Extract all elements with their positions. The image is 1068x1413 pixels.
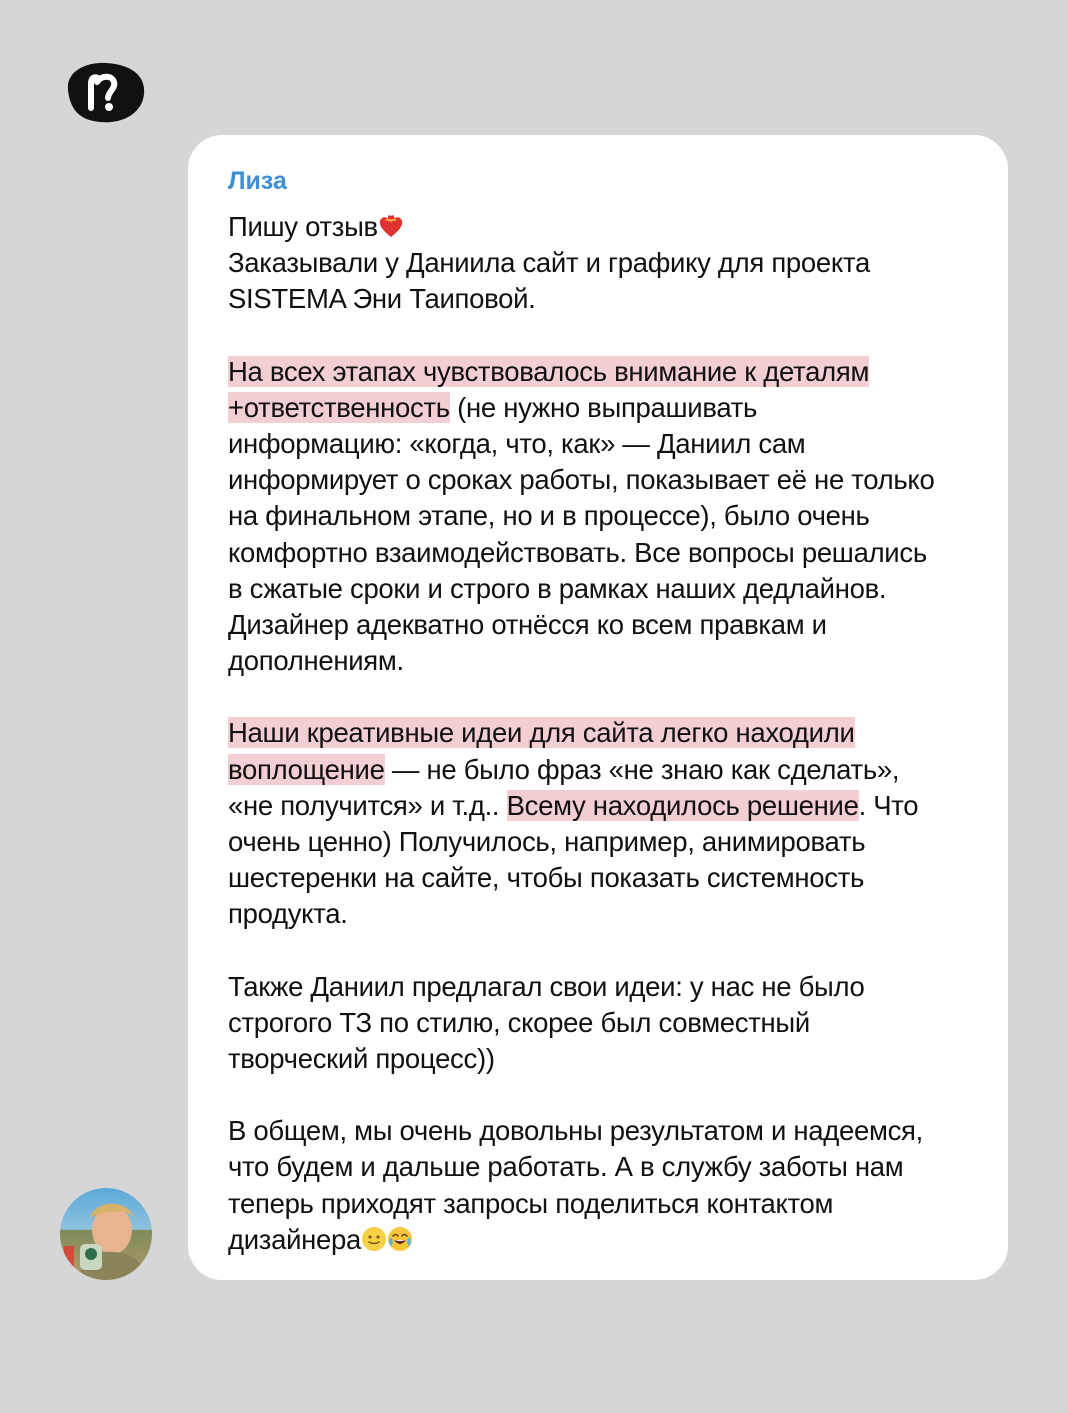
message-line: Также Даниил предлагал свои идеи: у нас не было	[228, 970, 865, 1002]
message-body	[228, 209, 988, 1258]
highlighted-text: Всему находилось решение	[506, 789, 859, 821]
message-line: дополнениям.	[228, 645, 404, 677]
message-line: творческий процесс))	[228, 1043, 495, 1075]
message-line: Дизайнер адекватно отнёсся ко всем правкам и	[228, 609, 827, 641]
message-line: теперь приходят запросы поделиться контактом	[228, 1187, 834, 1219]
message-line: дизайнера	[228, 1223, 362, 1255]
message-line: SISTEMA Эни Таиповой.	[228, 283, 536, 315]
message-line: «не получится» и т.д..	[228, 789, 507, 821]
message-line: (не нужно выпрашивать	[449, 391, 758, 423]
message-line: — не было фраз «не знаю как сделать»,	[384, 753, 900, 785]
tears-of-joy-emoji	[387, 1225, 413, 1251]
message-line: что будем и дальше работать. А в службу заботы нам	[228, 1151, 904, 1183]
highlighted-text: +ответственность	[228, 391, 450, 423]
slightly-smiling-face-emoji	[361, 1225, 387, 1251]
paragraph-3	[228, 715, 988, 932]
paragraph-5	[228, 1113, 988, 1258]
message-line: очень ценно) Получилось, например, анимировать	[228, 826, 866, 858]
message-line: информирует о сроках работы, показывает её не только	[228, 464, 935, 496]
paragraph-2	[228, 354, 988, 680]
message-line: В общем, мы очень довольны результатом и надеемся,	[228, 1115, 923, 1147]
highlighted-text: воплощение	[228, 753, 385, 785]
highlighted-text: Наши креативные идеи для сайта легко находили	[228, 717, 855, 749]
message-line: продукта.	[228, 898, 348, 930]
paragraph-1	[228, 209, 988, 318]
message-line: строгого ТЗ по стилю, скорее был совместный	[228, 1006, 810, 1038]
message-line: Пишу отзыв	[228, 211, 378, 242]
message-line: шестеренки на сайте, чтобы показать системность	[228, 862, 865, 894]
message-line: комфортно взаимодействовать. Все вопросы решались	[228, 536, 927, 568]
message-line: в сжатые сроки и строго в рамках наших дедлайнов.	[228, 572, 887, 604]
heart-on-fire-emoji	[378, 212, 404, 238]
message-bubble	[188, 135, 1008, 1280]
highlighted-text: На всех этапах чувствовалось внимание к деталям	[228, 355, 870, 387]
message-line: на финальном этапе, но и в процессе), было очень	[228, 500, 870, 532]
message-line: Заказывали у Даниила сайт и графику для проекта	[228, 247, 870, 279]
paragraph-4	[228, 969, 988, 1078]
message-line: информацию: «когда, что, как» — Даниил сам	[228, 428, 806, 460]
user-avatar[interactable]	[60, 1188, 152, 1280]
sender-name[interactable]: Лиза	[228, 167, 287, 195]
brand-logo-icon	[58, 56, 148, 128]
message-line: . Что	[858, 789, 919, 821]
